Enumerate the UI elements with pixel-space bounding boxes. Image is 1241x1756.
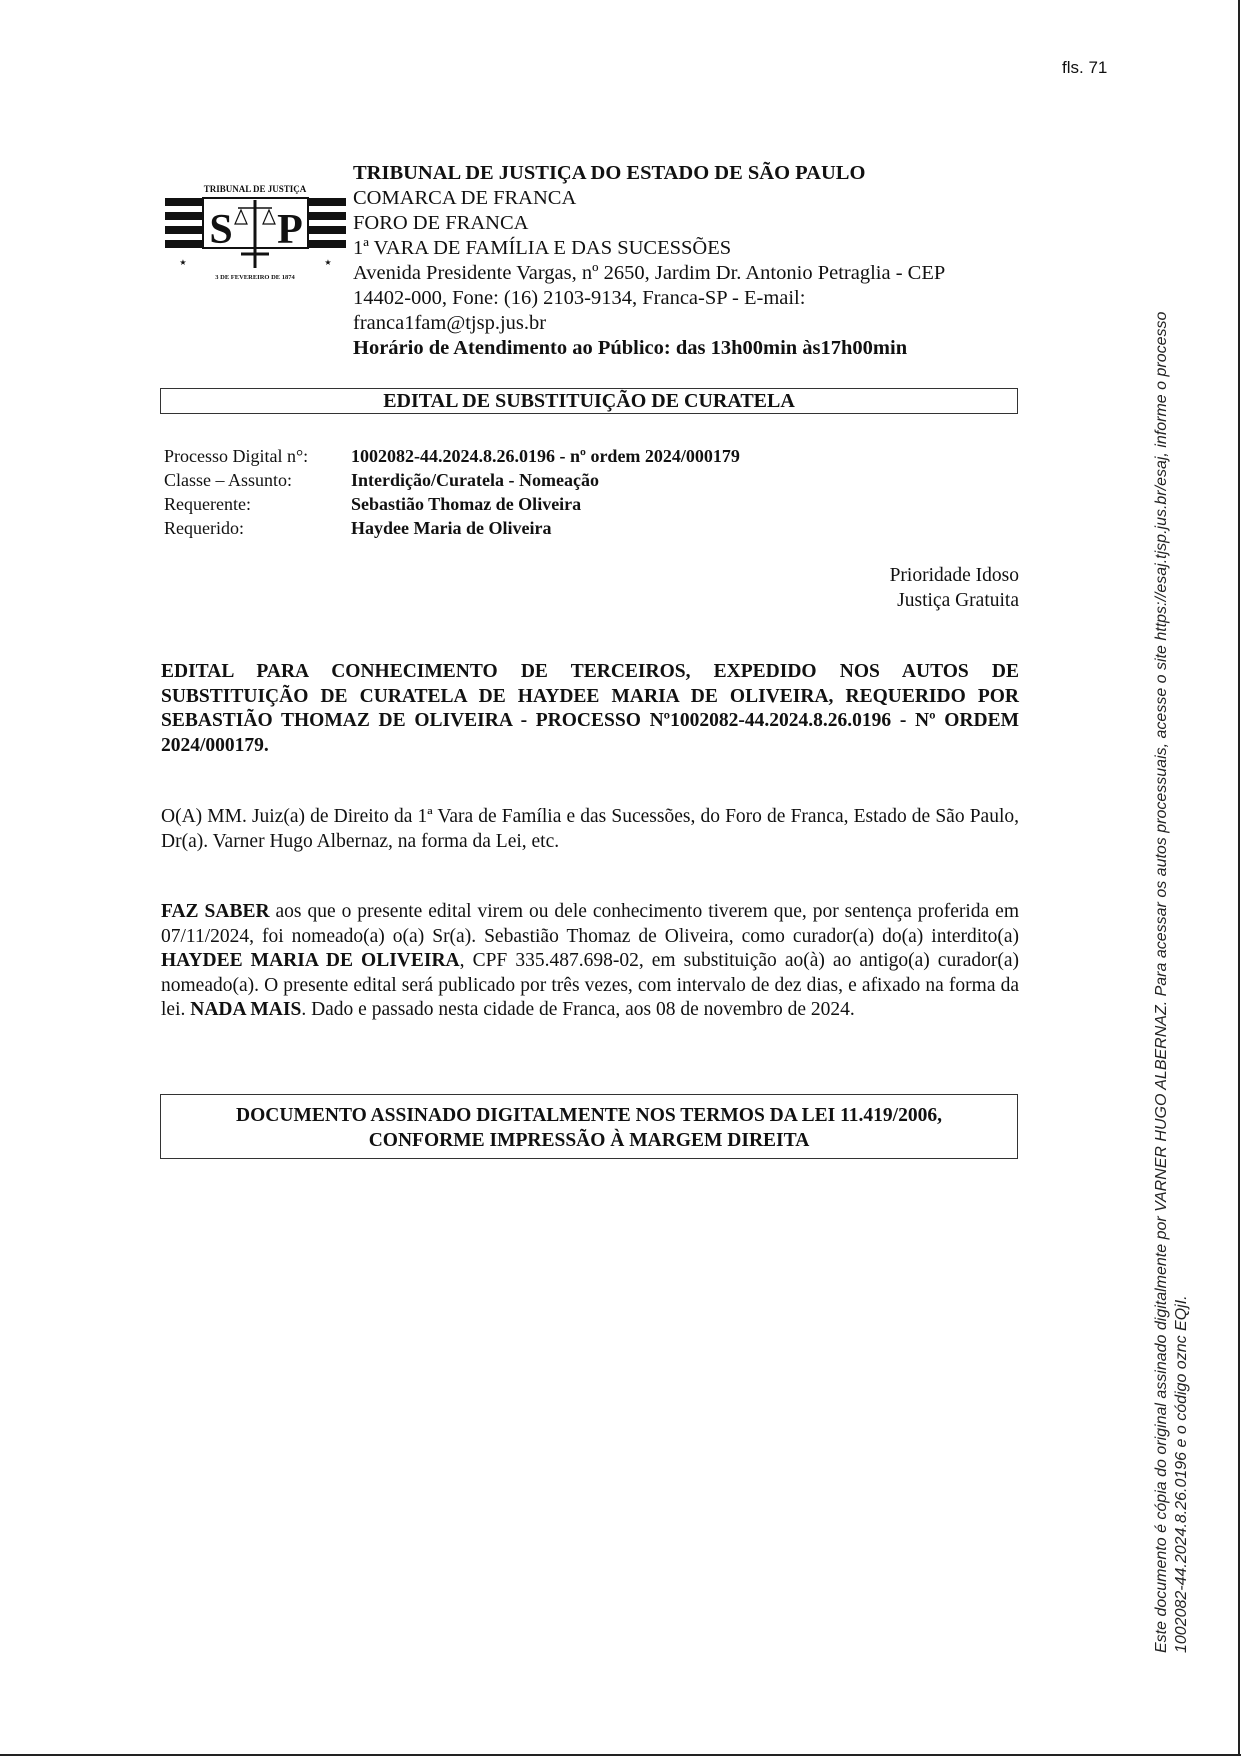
court-name: TRIBUNAL DE JUSTIÇA DO ESTADO DE SÃO PAULO	[353, 162, 866, 184]
process-details	[164, 444, 740, 540]
interdito-name: HAYDEE MARIA DE OLIVEIRA	[161, 950, 460, 971]
process-label: Processo Digital n°:	[164, 446, 309, 466]
class-label: Classe – Assunto:	[164, 470, 293, 490]
class-row	[164, 468, 740, 492]
logo-top-text: TRIBUNAL DE JUSTIÇA	[203, 184, 307, 194]
comarca: COMARCA DE FRANCA	[353, 187, 577, 209]
justice-flag: Justiça Gratuita	[897, 589, 1019, 611]
requerente-label: Requerente:	[164, 494, 251, 514]
requerido-label: Requerido:	[164, 518, 244, 538]
opening-hours: Horário de Atendimento ao Público: das 13h00min às17h00min	[353, 337, 908, 359]
side-note-line-2: 1002082-44.2024.8.26.0196 e o código oznc EQjI.	[1173, 1295, 1190, 1653]
requerente-row	[164, 492, 740, 516]
faz-saber-label: FAZ SABER	[161, 901, 270, 922]
tjsp-logo	[163, 150, 348, 285]
logo-letter-s: S	[209, 207, 233, 253]
side-note-line-1: Este documento é cópia do original assinado digitalmente por VARNER HUGO ALBERNAZ. Para acessar os autos processuais, acesse o site https://esaj.tjsp.jus.br/esaj, informe o processo	[1153, 311, 1170, 1653]
foro: FORO DE FRANCA	[353, 212, 529, 234]
signature-line-1: DOCUMENTO ASSINADO DIGITALMENTE NOS TERMOS DA LEI 11.419/2006,	[236, 1105, 942, 1126]
faz-saber-text-3: . Dado e passado nesta cidade de Franca, aos 08 de novembro de 2024.	[301, 999, 855, 1020]
faz-saber-text-1: aos que o presente edital virem ou dele conhecimento tiverem que, por sentença proferida em 07/11/2024, foi nomeado(a) o(a) Sr(a). Sebastião Thomaz de Oliveira, como curador(a) do(a) interdito(a)	[161, 901, 1019, 947]
nada-mais: NADA MAIS	[190, 999, 302, 1020]
digital-signature-notice	[160, 1094, 1018, 1159]
address-email: franca1fam@tjsp.jus.br	[353, 312, 547, 334]
court-header	[353, 161, 993, 361]
case-flags	[890, 564, 1019, 613]
process-row	[164, 444, 740, 468]
requerido-value: Haydee Maria de Oliveira	[351, 518, 552, 538]
signature-line-2: CONFORME IMPRESSÃO À MARGEM DIREITA	[368, 1129, 810, 1151]
document-title: EDITAL DE SUBSTITUIÇÃO DE CURATELA	[160, 388, 1018, 414]
edital-intro: EDITAL PARA CONHECIMENTO DE TERCEIROS, EXPEDIDO NOS AUTOS DE SUBSTITUIÇÃO DE CURATELA DE HAYDEE MARIA DE OLIVEIRA, REQUERIDO POR SEBASTIÃO THOMAZ DE OLIVEIRA - PROCESSO Nº1002082-44.2024.8.26.0196 - Nº ORDEM 2024/000179.	[161, 661, 1019, 756]
judge-paragraph: O(A) MM. Juiz(a) de Direito da 1ª Vara de Família e das Sucessões, do Foro de Franca, Estado de São Paulo, Dr(a). Varner Hugo Albernaz, na forma da Lei, etc.	[161, 806, 1019, 852]
class-value: Interdição/Curatela - Nomeação	[351, 470, 599, 490]
svg-text:★: ★	[324, 258, 332, 267]
vara: 1ª VARA DE FAMÍLIA E DAS SUCESSÕES	[353, 237, 732, 259]
priority-flag: Prioridade Idoso	[889, 565, 1019, 586]
logo-bottom-text: 3 DE FEVEREIRO DE 1874	[215, 274, 295, 281]
svg-text:★: ★	[179, 258, 187, 267]
faz-saber-paragraph	[161, 900, 1019, 1023]
page-edge-right	[1238, 0, 1240, 1756]
process-value: 1002082-44.2024.8.26.0196 - nº ordem 2024/000179	[351, 446, 740, 466]
side-margin-note	[1152, 233, 1204, 1653]
page-number: fls. 71	[1062, 58, 1108, 77]
requerente-value: Sebastião Thomaz de Oliveira	[351, 494, 582, 514]
address-line-1: Avenida Presidente Vargas, nº 2650, Jardim Dr. Antonio Petraglia - CEP	[353, 262, 946, 284]
logo-letter-p: P	[277, 207, 303, 253]
faz-saber-text-2: , CPF 335.487.698-02, em substituição ao(à) ao antigo(a) curador(a) nomeado(a). O presente edital será publicado por três vezes, com intervalo de dez dias, e afixado na forma da lei.	[161, 950, 1019, 1020]
requerido-row	[164, 516, 740, 540]
address-line-2: 14402-000, Fone: (16) 2103-9134, Franca-SP - E-mail:	[353, 287, 806, 309]
